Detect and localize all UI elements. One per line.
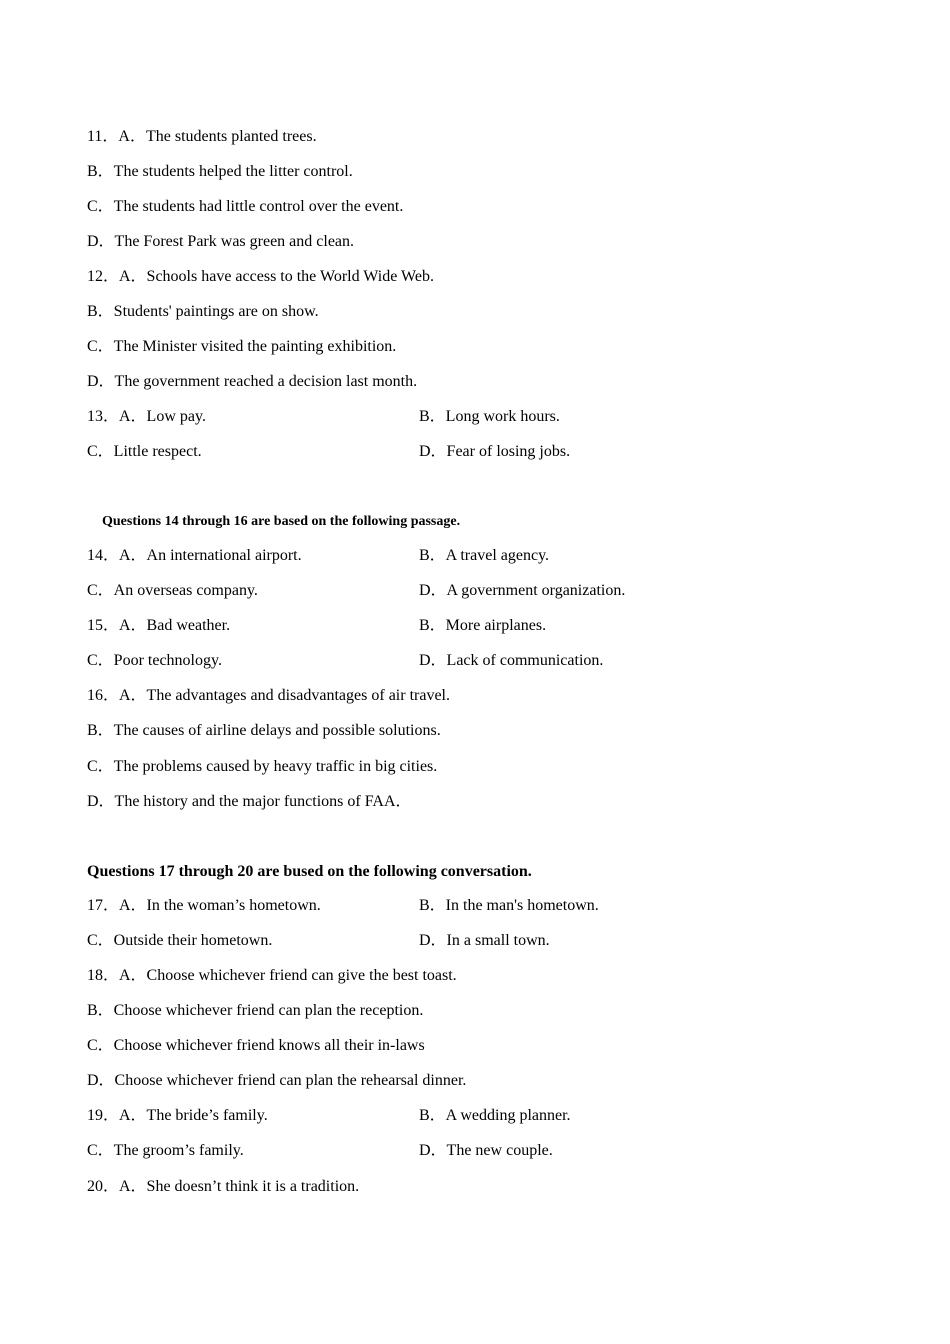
q11-option-b: B．The students helped the litter control.: [87, 163, 353, 180]
section-heading-17-20: Questions 17 through 20 are bused on the following conversation.: [87, 863, 532, 880]
q15-option-c: C．Poor technology.: [87, 652, 222, 669]
q18-option-c: C．Choose whichever friend knows all their in-laws: [87, 1037, 425, 1054]
q12-option-c: C．The Minister visited the painting exhibition.: [87, 338, 397, 355]
q18-option-b: B．Choose whichever friend can plan the reception.: [87, 1002, 424, 1019]
q11-option-d: D．The Forest Park was green and clean.: [87, 233, 355, 250]
q14-option-b: B．A travel agency.: [419, 547, 550, 564]
q15-option-b: B．More airplanes.: [419, 617, 547, 634]
q17-option-b: B．In the man's hometown.: [419, 897, 599, 914]
q16-option-c: C．The problems caused by heavy traffic in big cities.: [87, 758, 438, 775]
q16-option-b: B．The causes of airline delays and possible solutions.: [87, 722, 441, 739]
q19-option-b: B．A wedding planner.: [419, 1107, 571, 1124]
q19-option-a: 19．A．The bride’s family.: [87, 1107, 268, 1124]
q13-option-c: C．Little respect.: [87, 443, 202, 460]
q17-option-a: 17．A．In the woman’s hometown.: [87, 897, 321, 914]
q17-option-c: C．Outside their hometown.: [87, 932, 273, 949]
q11-option-a: 11．A．The students planted trees.: [87, 128, 317, 145]
q18-option-d: D．Choose whichever friend can plan the rehearsal dinner.: [87, 1072, 467, 1089]
q16-option-a: 16．A．The advantages and disadvantages of air travel.: [87, 687, 450, 704]
q13-option-a: 13．A．Low pay.: [87, 408, 206, 425]
q12-option-b: B．Students' paintings are on show.: [87, 303, 319, 320]
q13-option-b: B．Long work hours.: [419, 408, 560, 425]
q15-option-a: 15．A．Bad weather.: [87, 617, 231, 634]
q11-option-c: C．The students had little control over the event.: [87, 198, 404, 215]
q20-option-a: 20．A．She doesn’t think it is a tradition.: [87, 1178, 360, 1195]
q19-option-c: C．The groom’s family.: [87, 1142, 244, 1159]
q13-option-d: D．Fear of losing jobs.: [419, 443, 571, 460]
section-heading-14-16: Questions 14 through 16 are based on the following passage.: [102, 514, 461, 529]
q14-option-c: C．An overseas company.: [87, 582, 258, 599]
q12-option-d: D．The government reached a decision last month.: [87, 373, 418, 390]
q15-option-d: D．Lack of communication.: [419, 652, 604, 669]
q19-option-d: D．The new couple.: [419, 1142, 553, 1159]
q14-option-a: 14．A．An international airport.: [87, 547, 302, 564]
q14-option-d: D．A government organization.: [419, 582, 626, 599]
q17-option-d: D．In a small town.: [419, 932, 550, 949]
q18-option-a: 18．A．Choose whichever friend can give the best toast.: [87, 967, 457, 984]
q16-option-d: D．The history and the major functions of FAA．: [87, 793, 412, 810]
q12-option-a: 12．A．Schools have access to the World Wide Web.: [87, 268, 434, 285]
